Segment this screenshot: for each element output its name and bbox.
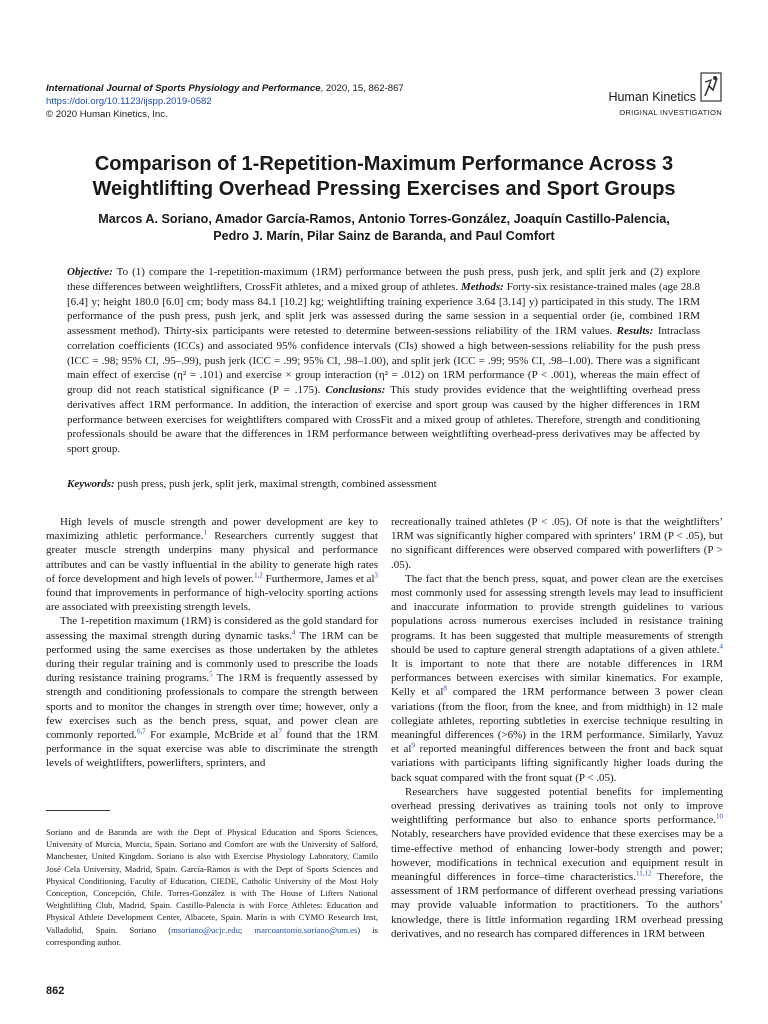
body-paragraph — [46, 515, 378, 614]
citation-ref[interactable]: 4 — [291, 627, 296, 636]
body-text: Furthermore, James et al — [262, 572, 375, 585]
citation-ref[interactable]: 9 — [411, 741, 415, 750]
footnote-tail: ) is corresponding author. — [46, 924, 378, 947]
objective-label: Objective: — [67, 266, 113, 278]
body-column-right — [391, 515, 723, 941]
body-text: The 1RM can be performed using the same exercises as those undertaken by the athletes during their regular training and is commonly used to prescribe the loads during resistance training programs. — [46, 629, 378, 685]
body-text: recreationally trained athletes (P < .05). Of note is that the weightlifters’ 1RM was significantly higher compared with sprinters’ 1RM (P < .05), but no significant differences were observed compared with powerlifters (P > .05). — [391, 516, 723, 571]
methods-text: Forty-six resistance-trained males (age 28.8 [6.4] y; height 180.0 [6.0] cm; body mass 84.1 [10.2] kg; weightlifting training experience 3.64 [3.14] y) participated in this study. The 1RM performance of the push press, push jerk, and split jerk was assessed during the same session in a sequential order (ie, combined 1RM assessment method). Thirty-six participants were retested to determine between-sessions reliability of the 1RM values. — [67, 280, 700, 337]
conclusions-text: This study provides evidence that the weightlifting overhead press derivatives affect 1RM performance. In addition, the interaction of exercise and sport group was caused by the higher differences in 1RM performance between exercises for weightlifters compared with CrossFit and a mixed group of athletes. Therefore, strength and conditioning professionals should be aware that the differences in 1RM performance between weightlifting overhead-press derivatives may be affected by sport group. — [67, 384, 700, 455]
body-text: It is important to note that there are notable differences in 1RM performances between exercises with similar kinematics. For example, Kelly et al — [391, 658, 723, 699]
citation-ref[interactable]: 11,12 — [635, 869, 652, 878]
author-list — [40, 211, 728, 245]
citation-ref[interactable]: 4 — [719, 642, 723, 651]
title-line-1: Comparison of 1-Repetition-Maximum Performance Across 3 — [94, 153, 674, 175]
keywords-label: Keywords: — [67, 478, 115, 490]
conclusions-label: Conclusions: — [325, 384, 386, 396]
body-text: The 1-repetition maximum (1RM) is considered as the gold standard for assessing the maximal strength during dynamic tasks. — [46, 615, 378, 642]
body-paragraph — [391, 515, 723, 572]
publisher-block — [562, 72, 722, 116]
body-text: The 1RM is frequently assessed by strength and conditioning professionals to compare the strength between sports and to monitor the changes in strength over time; however, only a few exercises such as the bench press, squat, and power clean are commonly reported. — [46, 672, 378, 742]
copyright-notice: © 2020 Human Kinetics, Inc. — [46, 109, 168, 120]
keywords-text: push press, push jerk, split jerk, maximal strength, combined assessment — [114, 478, 437, 490]
body-text: found that improvements in performance of high-velocity sporting actions are associated with preexisting strength levels. — [46, 587, 378, 614]
title-line-2: Weightlifting Overhead Pressing Exercises and Sport Groups — [92, 178, 676, 200]
journal-citation — [46, 82, 404, 95]
authors-line-2: Pedro J. Marín, Pilar Sainz de Baranda, and Paul Comfort — [213, 229, 555, 243]
results-text: Intraclass correlation coefficients (ICCs) and associated 95% confidence intervals (CIs) showed a high between-sessions reliability for the push press (ICC = .98; 95% CI, .95–.99), push jerk (ICC = .99; 95% CI, .98–1.00), and split jerk (ICC = .99; 95% CI, .98–1.00). There was a significant main effect of exercise (η² = .101) and exercise × group interaction (η² = .012) on 1RM performance (P < .001), whereas the main effect of group did not reach statistical significance (P = .175). — [67, 325, 701, 396]
methods-label: Methods: — [461, 280, 504, 293]
keywords — [67, 478, 437, 490]
body-text: compared the 1RM performance between 3 power clean variations (from the floor, from the knee, and from midthigh) in 12 male collegiate athletes, reporting subtleties in exercise technique resulting in meaningful differences (>6%) in the 1RM performance. Similarly, Yavuz et al — [391, 686, 723, 756]
citation-ref[interactable]: 5 — [209, 670, 213, 679]
body-text: High levels of muscle strength and power development are key to maximizing athletic performance. — [46, 516, 378, 543]
citation-ref[interactable]: 10 — [716, 812, 723, 821]
page-number: 862 — [46, 985, 65, 997]
publisher-name: Human Kinetics — [608, 90, 696, 104]
body-text: reported meaningful differences between the front and back squat variations with participants lifting significantly higher loads during the back squat compared with the front squat (P < .05). — [391, 743, 723, 784]
objective-text: To (1) compare the 1-repetition-maximum (1RM) performance between the push press, push jerk, and split jerk and (2) explore these differences between weightlifters, CrossFit athletes, and a mixed group of athletes. — [67, 266, 700, 293]
body-text: Notably, researchers have provided evidence that these exercises may be a time-effective method of enhancing lower-body strength and power; however, modifications in technical execution and equipment result in meaningful differences in force–time characteristics. — [391, 828, 723, 884]
footnote-divider — [46, 810, 110, 811]
body-paragraph — [391, 572, 723, 785]
body-text: Researchers have suggested potential benefits for implementing overhead pressing derivatives as training tools not only to improve weightlifting performance but also to enhance sports performance. — [391, 785, 723, 827]
footnote-separator: ; — [239, 924, 255, 935]
journal-volume-pages: , 2020, 15, 862-867 — [320, 83, 404, 94]
body-column-left — [46, 515, 378, 771]
results-label: Results: — [616, 325, 654, 337]
footnote-text: Soriano and de Baranda are with the Dept of Physical Education and Sports Sciences, University of Murcia, Murcia, Spain. Soriano and Comfort are with the University of Salford, Manchester, United Kingdom. Soriano is also with Exercise Physiology Laboratory, Camilo José Cela University, Madrid, Spain. García-Ramos is with the Dept of Sports Sciences and Physical Conditioning, Faculty of Education, CIEDE, Catholic University of the Most Holy Conception, Concepción, Chile. Torres-González is with The House of Lifters National Weightlifting Club, Madrid, Spain. Castillo-Palencia is with Force Athletes: Education and Physical Athlete Development Center, Albacete, Spain. Marín is with CYMO Research Inst, Valladolid, Spain. Soriano ( — [46, 827, 378, 935]
journal-title: International Journal of Sports Physiology and Performance — [46, 83, 321, 94]
body-text: For example, McBride et al — [145, 729, 279, 742]
citation-ref[interactable]: 3 — [374, 571, 378, 580]
authors-line-1: Marcos A. Soriano, Amador García-Ramos, Antonio Torres-González, Joaquín Castillo-Palencia, — [98, 212, 670, 226]
doi-link[interactable]: https://doi.org/10.1123/ijspp.2019-0582 — [46, 96, 212, 107]
article-section-label: ORIGINAL INVESTIGATION — [619, 108, 722, 117]
citation-ref[interactable]: 7 — [278, 727, 282, 736]
email-link[interactable]: msoriano@ucjc.edu — [171, 924, 240, 935]
article-title — [40, 152, 728, 202]
body-paragraph — [46, 614, 378, 770]
body-paragraph — [391, 785, 723, 941]
journal-header — [46, 82, 404, 121]
email-link[interactable]: marcoantonio.soriano@um.es — [254, 924, 358, 935]
citation-ref[interactable]: 1,2 — [254, 571, 263, 580]
body-text: Therefore, the assessment of 1RM performance of different overhead pressing variations may provide valuable information to practitioners. To the authors’ knowledge, there is little information regarding 1RM overhead pressing derivatives, and no research has compared differences in 1RM between — [391, 871, 723, 940]
affiliation-footnote — [46, 826, 378, 948]
body-text: The fact that the bench press, squat, and power clean are the exercises most commonly used for assessing strength levels may lead to insufficient and inaccurate information to provide strength guidelines to various populations across numerous exercises included in resistance training programs. It has been suggested that multiple measurements of strength should be used to capture general strength adaptations of a given athlete. — [391, 572, 723, 656]
body-text: Researchers currently suggest that greater muscle strength underpins many physical and performance attributes and can be vastly influential in the ability to generate high rates of force development and high levels of power. — [46, 530, 378, 585]
abstract — [67, 265, 700, 457]
citation-ref[interactable]: 8 — [443, 684, 447, 693]
citation-ref[interactable]: 1 — [203, 528, 208, 537]
human-kinetics-logo-icon — [700, 72, 722, 102]
body-text: found that the 1RM performance in the squat exercise was able to discriminate the strength levels of weightlifters, powerlifters, sprinters, and — [46, 729, 378, 770]
citation-ref[interactable]: 6,7 — [136, 727, 146, 736]
